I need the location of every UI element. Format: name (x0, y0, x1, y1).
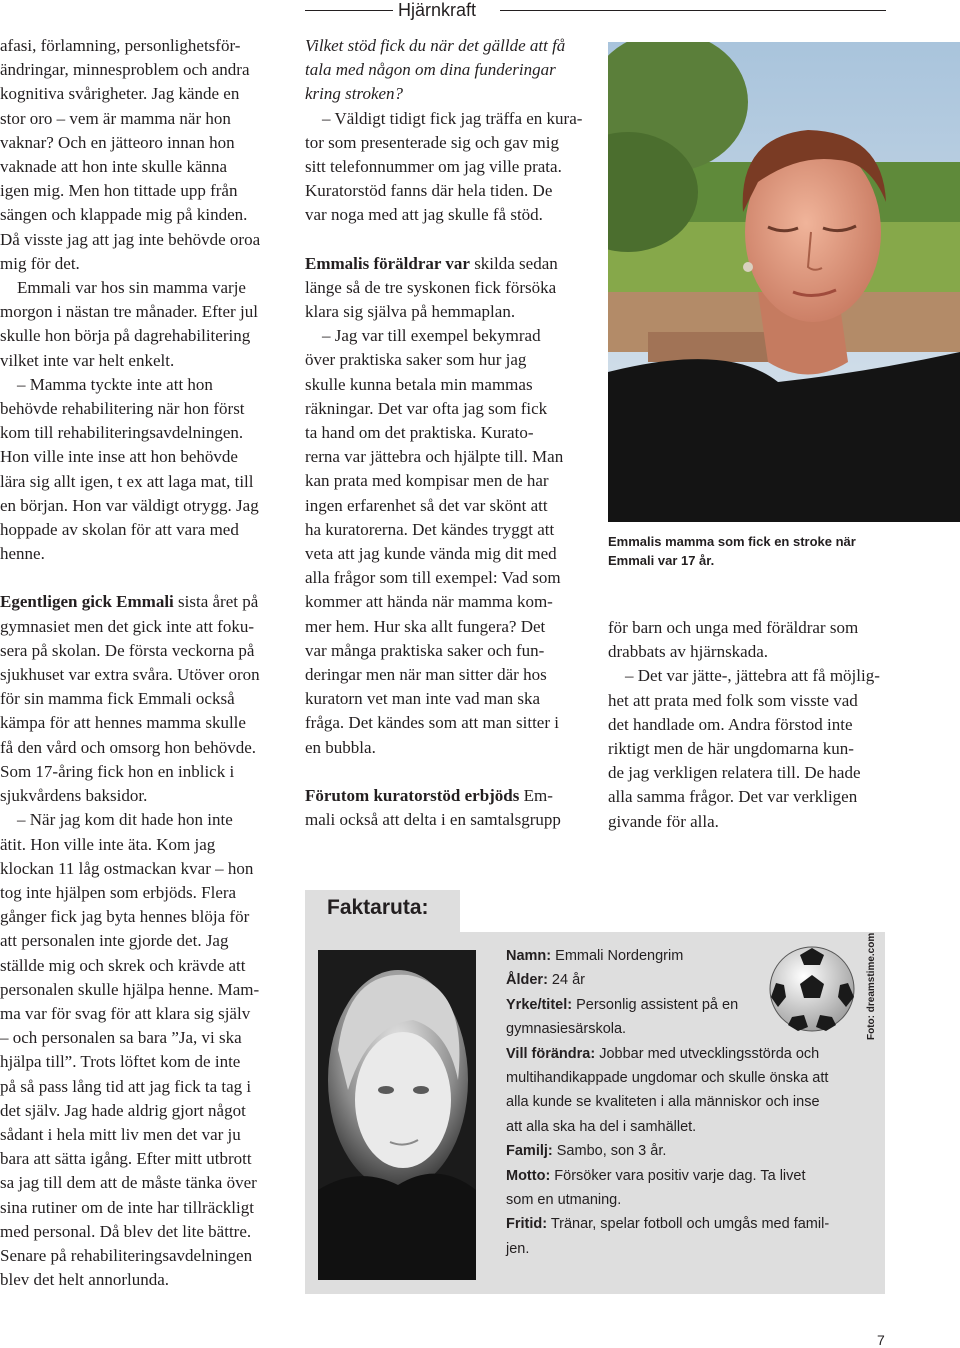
text-line: mig för det. (0, 253, 80, 273)
text-line: ta hand om det praktiska. Kurato- (305, 423, 534, 443)
interview-question: tala med någon om dina funderingar (305, 60, 556, 80)
text-line: ändringar, minnesproblem och andra (0, 60, 250, 80)
text-line: alla frågor som till exempel: Vad som (305, 568, 561, 588)
text-line: bara att sätta igång. Efter mitt utbrott (0, 1149, 252, 1169)
caption-line: Emmali var 17 år. (608, 553, 715, 568)
text-line: givande för alla. (608, 811, 719, 831)
text-line: riktigt men de här ungdomarna kun- (608, 739, 854, 759)
text-line: Som 17-åring fick hon en inblick i (0, 761, 235, 781)
text-line: ingen erfarenhet så det var skönt att (305, 495, 548, 515)
interview-question: kring stroken? (305, 84, 404, 104)
text-line: – Jag var till exempel bekymrad (305, 326, 541, 346)
caption-line: Emmalis mamma som fick en stroke när (608, 534, 856, 549)
text-line: behövde rehabilitering när hon först (0, 399, 245, 419)
fact-name (506, 944, 878, 968)
fact-value-line: gymnasiesärskola. (506, 1021, 627, 1038)
text-line: drabbats av hjärnskada. (608, 642, 769, 662)
fact-label: Ålder: (506, 972, 548, 989)
text-line: kuratorn vet man inte vad man ska (305, 689, 541, 709)
photo-credit-text: Foto: dreamstime.com (866, 932, 877, 1040)
fact-change (506, 1042, 878, 1066)
text-line: gymnasiet men det gick inte att foku- (0, 616, 254, 636)
text-line: henne. (0, 544, 45, 564)
text-line: det handlade om. Andra förstod inte (608, 714, 853, 734)
text-line: kom till rehabiliteringsavdelningen. (0, 423, 244, 443)
text-span: Em- (519, 785, 553, 805)
magazine-title: Hjärnkraft (398, 0, 477, 20)
text-line: kognitiva svårigheter. Jag kände en (0, 84, 240, 104)
fact-value-line: alla kunde se kvaliteten i alla människor och inse (506, 1094, 820, 1111)
paragraph-lead: Egentligen gick Emmali (0, 592, 174, 612)
text-line: sitt telefonnummer om jag ville prata. (305, 157, 562, 177)
text-line: het att prata med folk som visste vad (608, 690, 858, 710)
mother-photo (608, 42, 960, 522)
text-line: – Det var jätte-, jättebra att få möjlig- (608, 666, 880, 686)
text-line (305, 784, 589, 808)
fact-label: Yrke/titel: (506, 996, 573, 1013)
text-line: vilket inte var helt enkelt. (0, 350, 175, 370)
text-line: klockan 11 låg ostmackan kvar – hon (0, 858, 254, 878)
text-line: Senare på rehabiliteringsavdelningen (0, 1245, 253, 1265)
fact-age (506, 968, 878, 992)
text-line: – När jag kom dit hade hon inte (0, 810, 233, 830)
text-line: tor som presenterade sig och gav mig (305, 132, 559, 152)
text-line: tog inte hjälpen som erbjöds. Flera (0, 882, 237, 902)
text-line: länge så de tre syskonen fick försöka (305, 277, 557, 297)
text-line: få den vård och omsorg hon behövde. (0, 737, 257, 757)
text-line: sa jag till dem att de måste tänka över (0, 1173, 257, 1193)
text-line: hoppade av skolan för att vara med (0, 520, 239, 540)
text-line: att personalen inte gjorde det. Jag (0, 931, 229, 951)
text-line: för barn och unga med föräldrar som (608, 618, 859, 637)
text-line: kommer att hända när mamma kom- (305, 592, 553, 612)
fact-value: Försöker vara positiv varje dag. Ta livet (550, 1167, 806, 1184)
header-rule (500, 10, 886, 11)
text-line: – Väldigt tidigt fick jag träffa en kura- (305, 108, 583, 128)
fact-label: Namn: (506, 948, 552, 964)
article-column-3 (608, 616, 898, 834)
text-line: – Mamma tyckte inte att hon (0, 374, 213, 394)
text-line: klara sig själva på hemmaplan. (305, 302, 516, 322)
text-line: mali också att delta i en samtalsgrupp (305, 810, 561, 830)
text-line: sina rutiner om de inte har tillräckligt (0, 1197, 254, 1217)
text-line: sådant i hela mitt liv men det var ju (0, 1124, 241, 1144)
factbox-heading: Faktaruta: (327, 896, 429, 919)
fact-label: Vill förändra: (506, 1045, 596, 1062)
text-line: Hon ville inte inse att hon behövde (0, 447, 238, 467)
text-line: stor oro – vem är mamma när hon (0, 108, 231, 128)
fact-value-line: som en utmaning. (506, 1192, 622, 1209)
fact-value-line: multihandikappade ungdomar och skulle önska att (506, 1070, 829, 1087)
fact-value: Personlig assistent på en (572, 996, 739, 1013)
text-line: gånger fick jag byta hennes blöja för (0, 907, 250, 927)
fact-motto (506, 1164, 878, 1188)
paragraph-lead: Förutom kuratorstöd erbjöds (305, 785, 520, 805)
fact-title (506, 993, 878, 1017)
photo-caption (608, 532, 908, 570)
text-line: fråga. Det kändes som att man sitter i (305, 713, 559, 733)
emmali-photo (318, 950, 476, 1280)
text-line: det själv. Jag hade aldrig gjort något (0, 1100, 246, 1120)
text-line: skulle hon börja på dagrehabilitering (0, 326, 251, 346)
text-line: personalen skulle hjälpa henne. Mam- (0, 979, 260, 999)
fact-value: Sambo, son 3 år. (552, 1143, 667, 1160)
text-line: sängen och klappade mig på kinden. (0, 205, 248, 225)
page-number: 7 (877, 1332, 885, 1348)
fact-value: Jobbar med utvecklingsstörda och (595, 1045, 820, 1062)
text-line: igen mig. Men hon tittade upp från (0, 181, 238, 201)
text-line: sjukvårdens baksidor. (0, 786, 148, 806)
text-span: skilda sedan (469, 253, 558, 273)
text-line: morgon i nästan tre månader. Efter jul (0, 302, 258, 322)
text-line: kämpa för att hennes mamma skulle (0, 713, 246, 733)
interview-question: Vilket stöd fick du när det gällde att få (305, 36, 566, 55)
text-line: alla samma frågor. Det var verkligen (608, 787, 858, 807)
header-rule (305, 10, 393, 11)
text-line: sera på skolan. De första veckorna på (0, 640, 255, 660)
text-line: rerna var jättebra och hjälpte till. Man (305, 447, 564, 467)
text-line: vaknade att hon inte skulle känna (0, 157, 228, 177)
fact-family (506, 1139, 878, 1163)
text-line: ha kuratorerna. Det kändes tryggt att (305, 519, 555, 539)
text-span: sista året på (173, 592, 259, 612)
text-line: skulle kunna betala min mammas (305, 374, 533, 394)
text-line: räkningar. Det var ofta jag som fick (305, 398, 548, 418)
fact-value: Tränar, spelar fotboll och umgås med famil- (547, 1216, 830, 1233)
text-line: Kuratorstöd fanns där hela tiden. De (305, 181, 553, 201)
text-line: de jag verkligen relatera till. De hade (608, 763, 861, 783)
text-line: för sin mamma fick Emmali också (0, 689, 235, 709)
fact-value: Emmali Nordengrim (551, 948, 684, 964)
text-line: ställde mig och skrek och krävde att (0, 955, 246, 975)
paragraph-lead: Emmalis föräldrar var (305, 253, 470, 273)
article-column-1 (0, 34, 284, 1292)
text-line: lära sig allt igen, t ex att laga mat, till (0, 471, 254, 491)
text-line: kan prata med kompisar men de har (305, 471, 549, 491)
text-line: Emmali var hos sin mamma varje (0, 278, 246, 298)
text-line: vaknar? Och en jätteoro innan hon (0, 132, 235, 152)
text-line: Då visste jag att jag inte behövde oroa (0, 229, 261, 249)
text-line: sjukhuset var extra svåra. Utöver oron (0, 665, 260, 685)
article-column-2 (305, 34, 589, 832)
fact-value: 24 år (547, 972, 585, 989)
text-line (0, 590, 284, 614)
text-line: ma var för svag för att klara sig själv (0, 1003, 251, 1023)
text-line: var många praktiska saker och fun- (305, 640, 545, 660)
text-line: afasi, förlamning, personlighetsför- (0, 36, 241, 55)
fact-label: Motto: (506, 1167, 551, 1184)
text-line: över praktiska saker som hur jag (305, 350, 527, 370)
text-line: på så pass lång tid att jag fick ta tag i (0, 1076, 252, 1096)
fact-label: Familj: (506, 1143, 553, 1160)
text-line: deringar men när man sitter där hos (305, 665, 547, 685)
fact-free-time (506, 1212, 878, 1236)
text-line: en början. Hon var väldigt otrygg. Jag (0, 495, 259, 515)
text-line (305, 252, 589, 276)
text-line: en bubbla. (305, 737, 376, 757)
fact-value-line: jen. (506, 1240, 530, 1257)
fact-value-line: att alla ska ha del i samhället. (506, 1118, 697, 1135)
text-line: ätit. Hon ville inte äta. Kom jag (0, 834, 216, 854)
text-line: mer hem. Hur ska allt fungera? Det (305, 616, 546, 636)
text-line: blev det helt annorlunda. (0, 1270, 170, 1290)
text-line: var noga med att jag skulle få stöd. (305, 205, 543, 225)
fact-label: Fritid: (506, 1216, 548, 1233)
facts-list (506, 944, 878, 1261)
text-line: veta att jag kunde vända mig dit med (305, 544, 557, 564)
text-line: med personal. Då blev det lite bättre. (0, 1221, 252, 1241)
text-line: hjälpa till”. Trots löftet kom de inte (0, 1052, 241, 1072)
text-line: – och personalen sa bara ”Ja, vi ska (0, 1028, 242, 1048)
